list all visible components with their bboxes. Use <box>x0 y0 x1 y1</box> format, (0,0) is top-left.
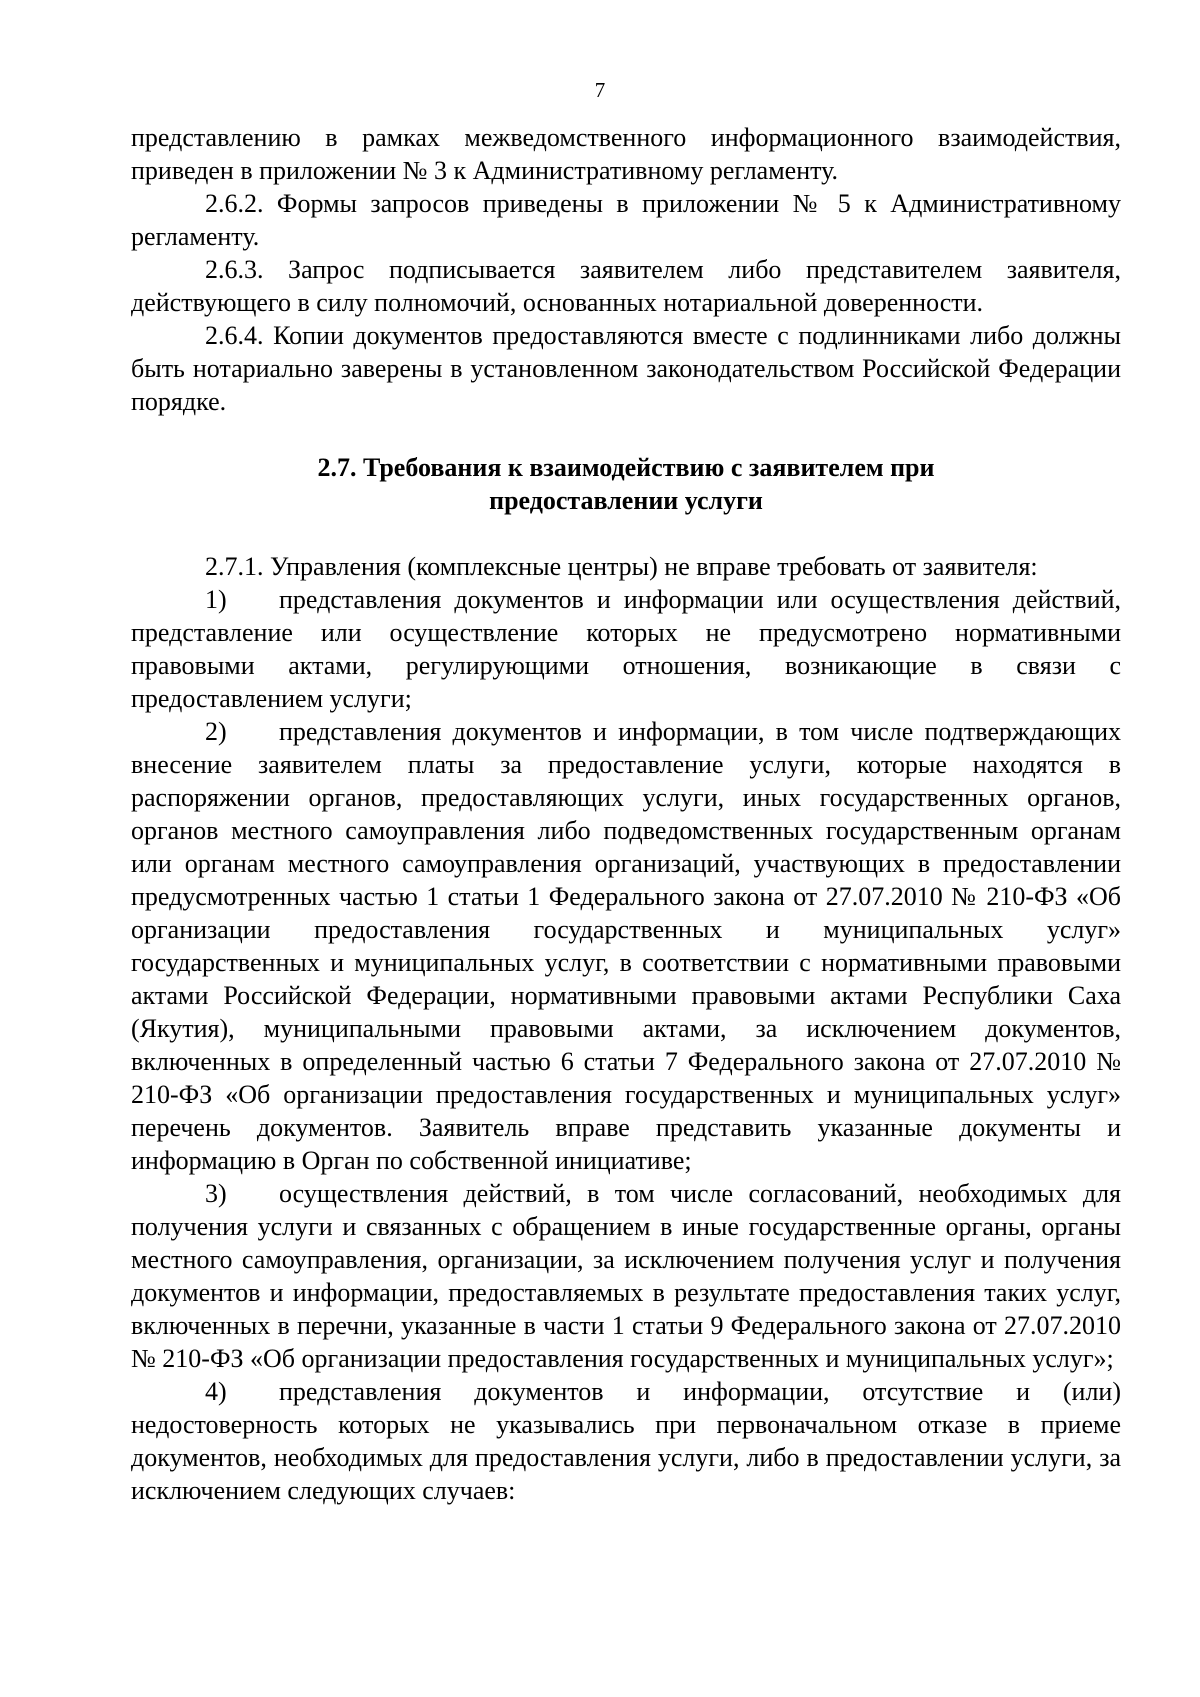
list-item-number: 3) <box>205 1179 227 1208</box>
paragraph-2-7-1: 2.7.1. Управления (комплексные центры) не вправе требовать от заявителя: <box>205 552 1038 581</box>
list-item-1 <box>131 583 1121 715</box>
list-item-text: представления документов и информации, отсутствие и (или) недостоверность которых не указывались при первоначальном отказе в приеме документов, необходимых для предоставления услуги, либо в предоставлении услуги, за исключением следующих случаев: <box>131 1377 1121 1505</box>
page-number: 7 <box>594 78 606 102</box>
paragraph-continuation: представлению в рамках межведомственного информационного взаимодействия, приведен в приложении № 3 к Административному регламенту. <box>131 123 1121 185</box>
section-heading-line-2: предоставлении услуги <box>489 486 763 515</box>
paragraph-2-6-2: 2.6.2. Формы запросов приведены в приложении № 5 к Административному регламенту. <box>131 189 1121 251</box>
section-heading <box>131 451 1121 517</box>
list-item-3 <box>131 1177 1121 1375</box>
list-item-number: 4) <box>205 1377 227 1406</box>
paragraph-2-6-3: 2.6.3. Запрос подписывается заявителем либо представителем заявителя, действующего в силу полномочий, основанных нотариальной доверенности. <box>131 255 1121 317</box>
section-heading-line-1: 2.7. Требования к взаимодействию с заявителем при <box>317 453 935 482</box>
list-item-text: представления документов и информации, в том числе подтверждающих внесение заявителем платы за предоставление услуги, которые находятся в распоряжении органов, предоставляющих услуги, иных государственных органов, органов местного самоуправления либо подведомственных государственным органам или органам местного самоуправления организаций, участвующих в предоставлении предусмотренных частью 1 статьи 1 Федерального закона от 27.07.2010 № 210-ФЗ «Об организации предоставления государственных и муниципальных услуг» государственных и муниципальных услуг, в соответствии с нормативными правовыми актами Российской Федерации, нормативными правовыми актами Республики Саха (Якутия), муниципальными правовыми актами, за исключением документов, включенных в определенный частью 6 статьи 7 Федерального закона от 27.07.2010 № 210-ФЗ «Об организации предоставления государственных и муниципальных услуг» перечень документов. Заявитель вправе представить указанные документы и информацию в Орган по собственной инициативе; <box>131 717 1121 1175</box>
list-item-text: осуществления действий, в том числе согласований, необходимых для получения услуги и связанных с обращением в иные государственные органы, органы местного самоуправления, организации, за исключением получения услуг и получения документов и информации, предоставляемых в результате предоставления таких услуг, включенных в перечни, указанные в части 1 статьи 9 Федерального закона от 27.07.2010 № 210-ФЗ «Об организации предоставления государственных и муниципальных услуг»; <box>131 1179 1121 1373</box>
list-item-number: 2) <box>205 717 227 746</box>
list-item-4 <box>131 1375 1121 1507</box>
document-body <box>131 121 1121 1507</box>
list-item-text: представления документов и информации или осуществления действий, представление или осуществление которых не предусмотрено нормативными правовыми актами, регулирующими отношения, возникающие в связи с предоставлением услуги; <box>131 585 1121 713</box>
list-item-number: 1) <box>205 585 227 614</box>
list-item-2 <box>131 715 1121 1177</box>
paragraph-2-6-4: 2.6.4. Копии документов предоставляются вместе с подлинниками либо должны быть нотариально заверены в установленном законодательством Российской Федерации порядке. <box>131 321 1121 416</box>
